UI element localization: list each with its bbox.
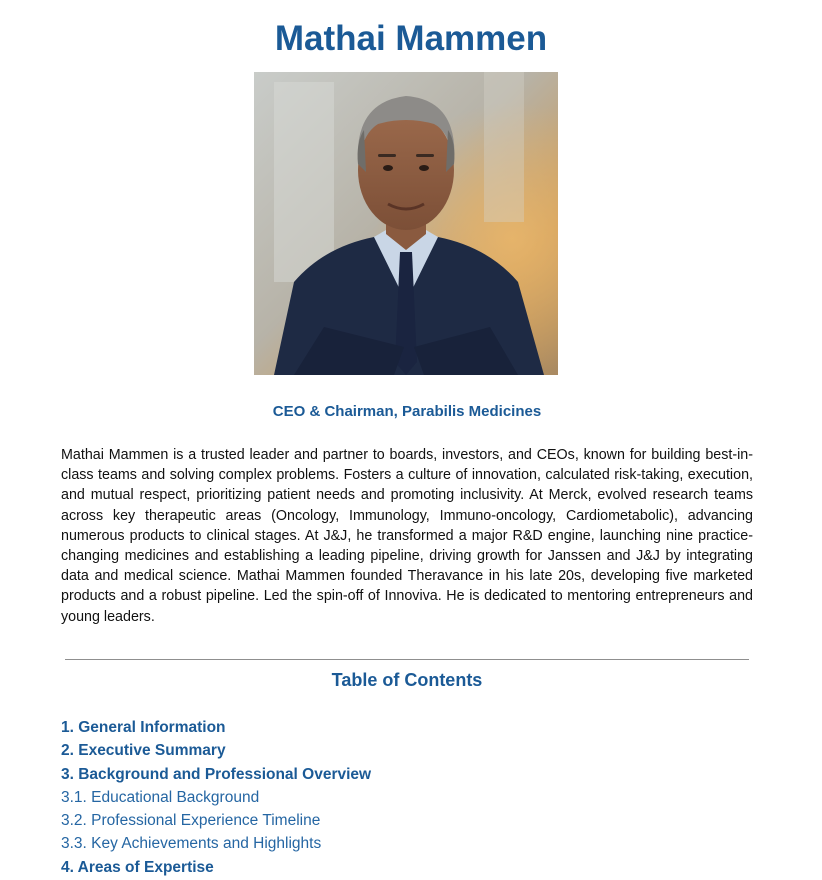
profile-photo: [254, 72, 558, 375]
toc-item-educational-background[interactable]: 3.1. Educational Background: [61, 788, 260, 806]
toc-item-experience-timeline[interactable]: 3.2. Professional Experience Timeline: [61, 812, 321, 830]
toc-item-key-achievements[interactable]: 3.3. Key Achievements and Highlights: [61, 835, 322, 853]
toc-title: Table of Contents: [331, 670, 483, 690]
profile-role: CEO & Chairman, Parabilis Medicines: [272, 403, 542, 420]
toc-item-general-information[interactable]: 1. General Information: [61, 719, 226, 736]
toc-item-background[interactable]: 3. Background and Professional Overview: [61, 765, 372, 783]
section-divider: [65, 659, 749, 660]
table-of-contents: [61, 717, 371, 880]
profile-bio: Mathai Mammen is a trusted leader and partner to boards, investors, and CEOs, known for building best-in-class teams and solving complex problems. Fosters a culture of innovation, calculated risk-taking, execution, and mutual respect, prioritizing patient needs and promoting inclusivity. At Merck, evolved research teams across key therapeutic areas (Oncology, Immunology, Immuno-oncology, Cardiometabolic), advancing numerous products to clinical stages. At J&J, he transformed a major R&D engine, launching nine practice-changing medicines and establishing a leading pipeline, driving growth for Janssen and J&J by integrating data and medical science. Mathai Mammen founded Theravance in his late 20s, developing five marketed products and a robust pipeline. Led the spin-off of Innoviva. He is dedicated to mentoring entrepreneurs and young leaders.: [61, 447, 753, 625]
toc-item-areas-of-expertise[interactable]: 4. Areas of Expertise: [61, 858, 214, 876]
toc-item-executive-summary[interactable]: 2. Executive Summary: [61, 742, 226, 760]
profile-name: Mathai Mammen: [274, 19, 548, 58]
